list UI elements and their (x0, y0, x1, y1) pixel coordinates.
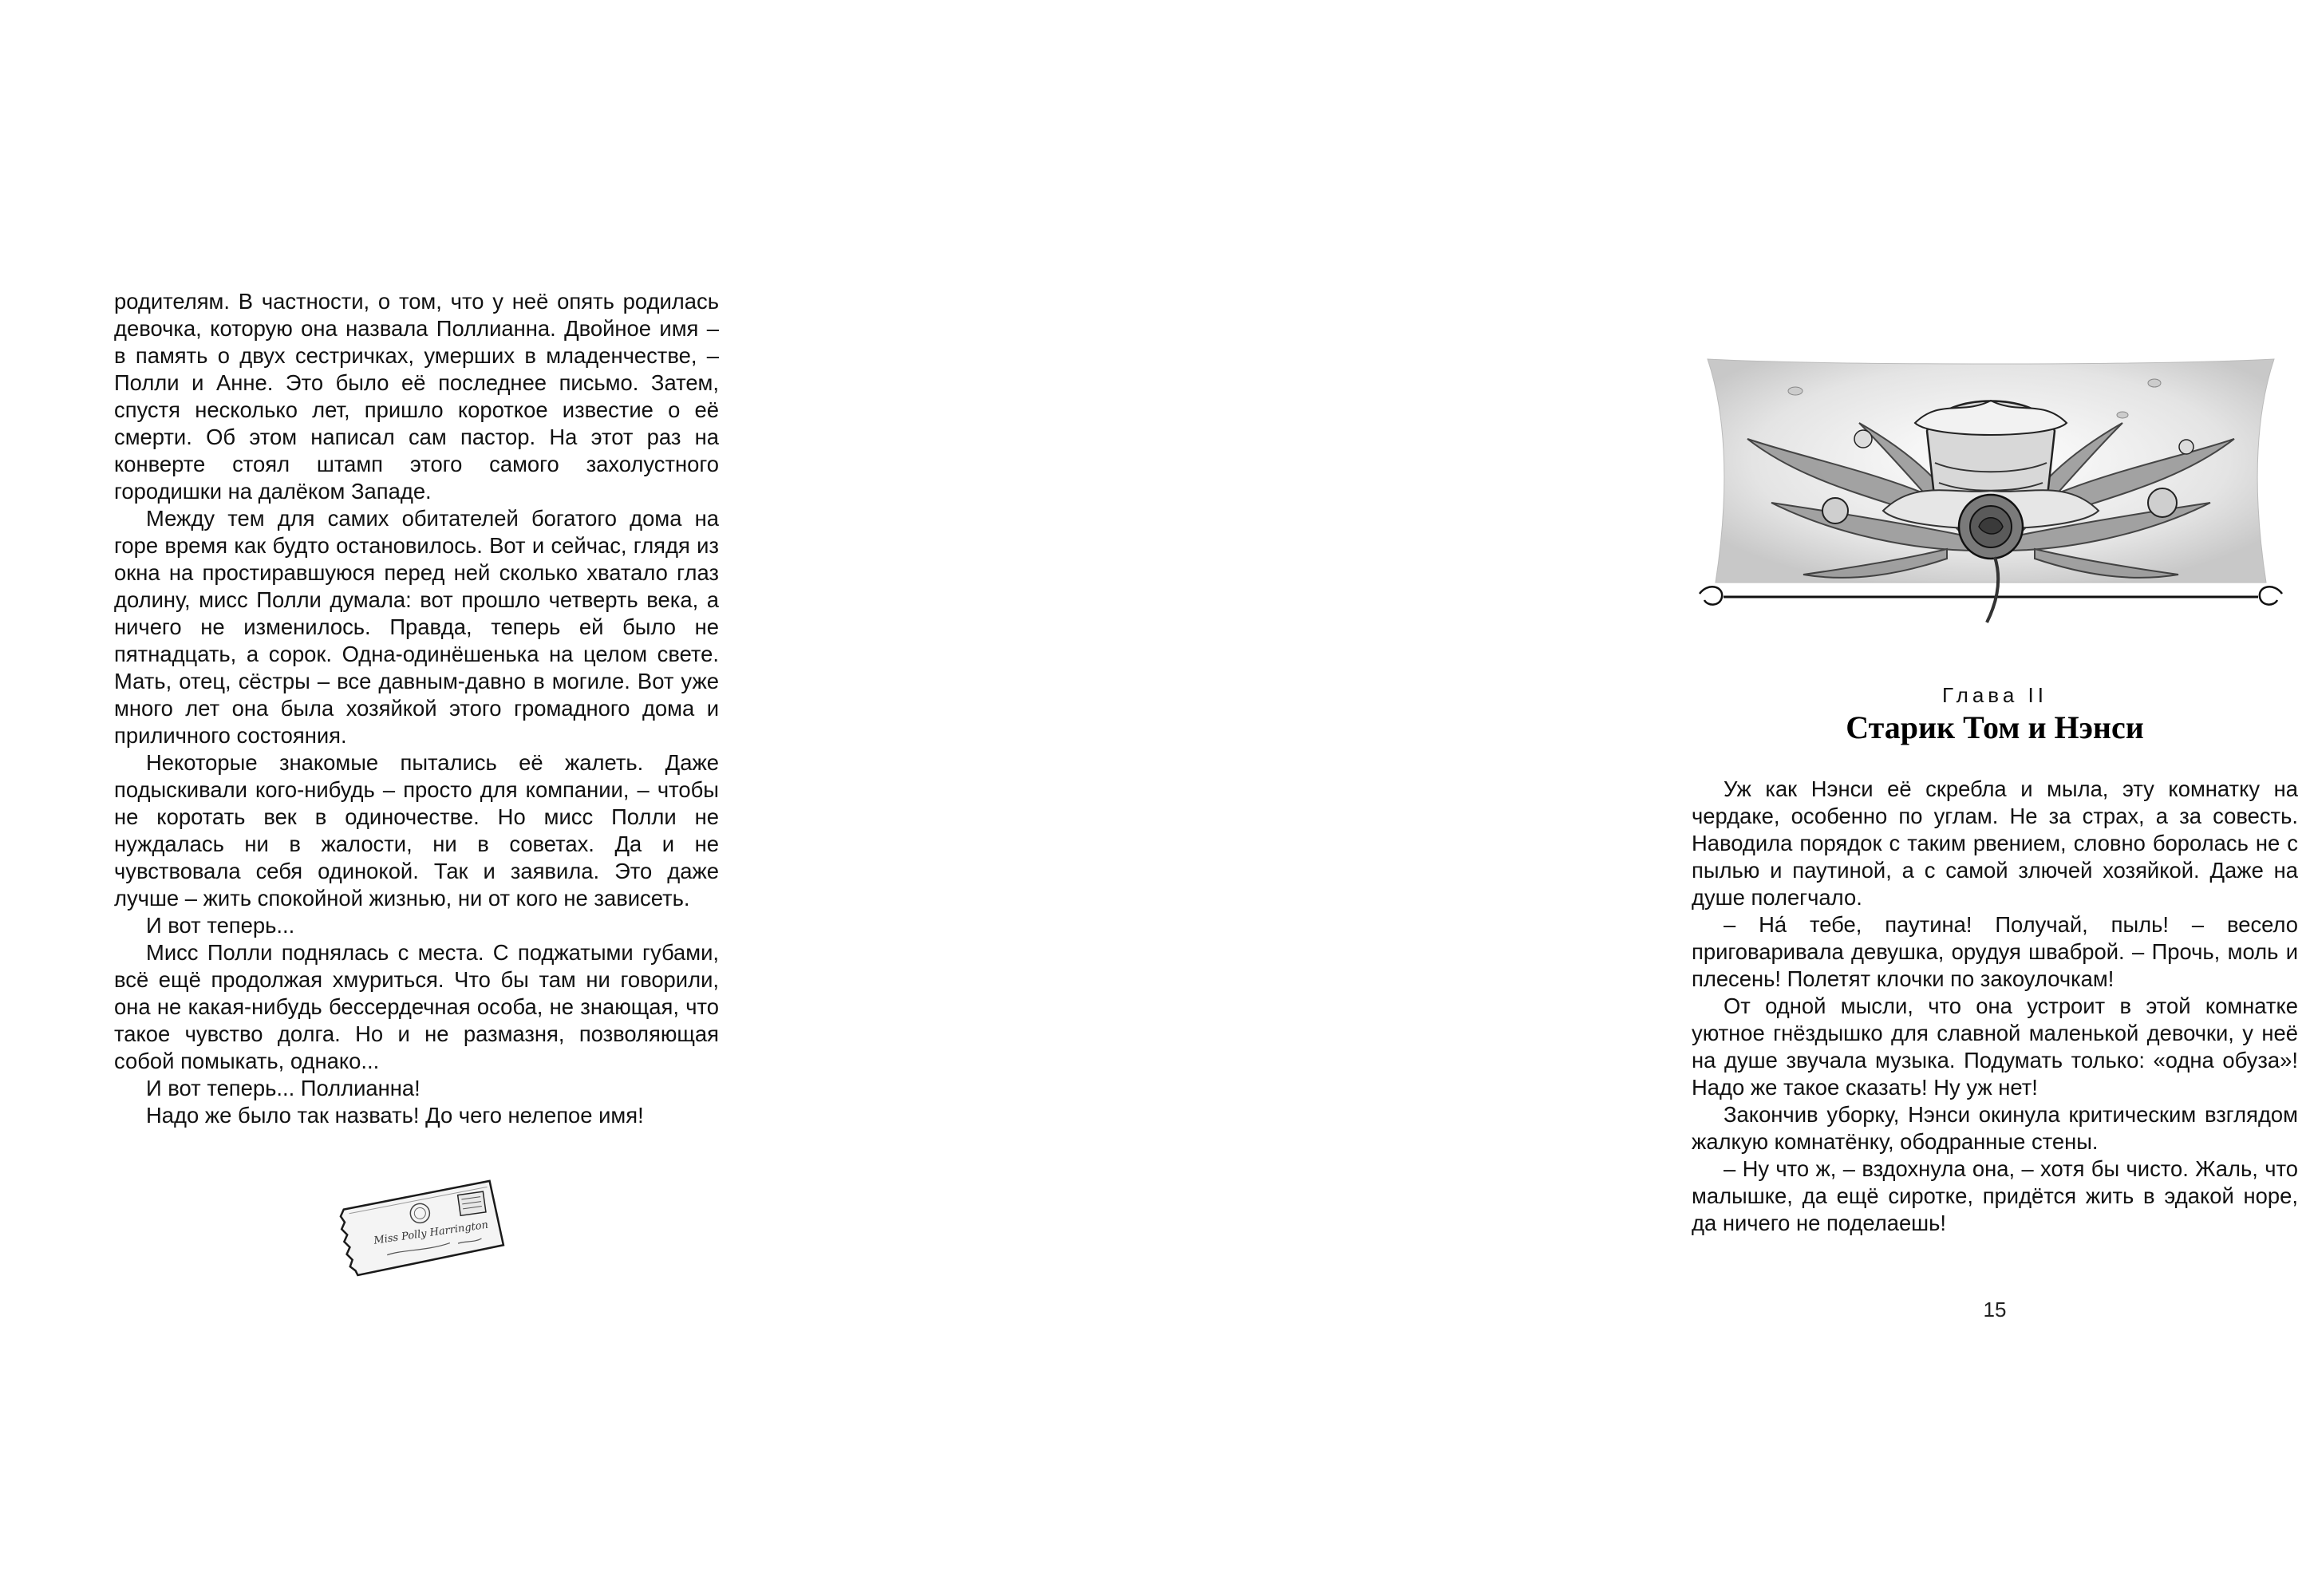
paragraph: Между тем для самих обитателей богатого дома на горе время как будто остановилось. Вот и сейчас, глядя из окна на простиравшуюся перед ней сколько хватало глаз долину, мисс Полли думала: вот прошло четверть века, а ничего не изменилось. Правда, теперь ей было не пятнадцать, а сорок. Одна-одинёшенька на целом свете. Мать, отец, сёстры – все давным-давно в могиле. Вот уже много лет она была хозяйкой этого громадного дома и приличного состояния. (114, 506, 719, 748)
chapter-header-illustration (1676, 343, 2306, 630)
page-number: 15 (1983, 1298, 2007, 1321)
envelope-illustration (335, 1167, 511, 1278)
right-page (798, 0, 2298, 1596)
paragraph: родителям. В частности, о том, что у неё опять родилась девочка, которую она назвала Поллианна. Двойное имя – в память о двух сестричках, умерших в младенчестве, – Полли и Анне. Это было её последнее письмо. Затем, спустя несколько лет, пришло короткое известие о её смерти. Об этом написал сам пастор. На этот раз на конверте стоял штамп этого самого захолустного городишки на далёком Западе. (114, 289, 719, 504)
paragraph: Мисс Полли поднялась с места. С поджатыми губами, всё ещё продолжая хмуриться. Что бы там ни говорили, она не какая-нибудь бессердечная особа, не знающая, что такое чувство долга. Но и не размазня, позволяющая собой помыкать, однако... (114, 940, 719, 1073)
paragraph: Надо же было так назвать! До чего нелепое имя! (146, 1103, 644, 1128)
paragraph: – Ну что ж, – вздохнула она, – хотя бы чисто. Жаль, что малышке, да ещё сиротке, придётся жить в эдакой норе, да ничего не поделаешь! (1692, 1156, 2298, 1235)
paragraph: Уж как Нэнси её скребла и мыла, эту комнатку на чердаке, особенно по углам. Не за страх, а за совесть. Наводила порядок с таким рвением, словно боролась не с пылью и паутиной, а с самой злючей хозяйкой. Даже на душе полегчало. (1692, 776, 2298, 910)
paragraph: И вот теперь... Поллианна! (146, 1076, 421, 1100)
paragraph: – На́ тебе, паутина! Получай, пыль! – весело приговаривала девушка, орудуя шваброй. – Прочь, моль и плесень! Полетят клочки по закоулочкам! (1692, 912, 2298, 991)
chapter-title: Старик Том и Нэнси (1846, 709, 2144, 745)
paragraph: От одной мысли, что она устроит в этой комнатке уютное гнёздышко для славной маленькой девочки, у неё на душе звучала музыка. Подумать только: «одна обуза»! Надо же такое сказать! Ну уж нет! (1692, 994, 2298, 1100)
left-page-text (114, 288, 719, 1129)
paragraph: Некоторые знакомые пытались её жалеть. Даже подыскивали кого-нибудь – просто для компании, – чтобы не коротать век в одиночестве. Но мисс Полли не нуждалась ни в жалости, ни в советах. Да и не чувствовала себя одинокой. Так и заявила. Это даже лучше – жить спокойной жизнью, ни от кого не зависеть. (114, 750, 719, 911)
chapter-label: Глава II (1942, 683, 2047, 707)
left-page (0, 0, 798, 1596)
paragraph: И вот теперь... (146, 913, 295, 938)
right-page-text (1692, 776, 2298, 1237)
envelope-address: Miss Polly Harrington (373, 1219, 489, 1247)
paragraph: Закончив уборку, Нэнси окинула критическим взглядом жалкую комнатёнку, ободранные стены. (1692, 1102, 2298, 1154)
